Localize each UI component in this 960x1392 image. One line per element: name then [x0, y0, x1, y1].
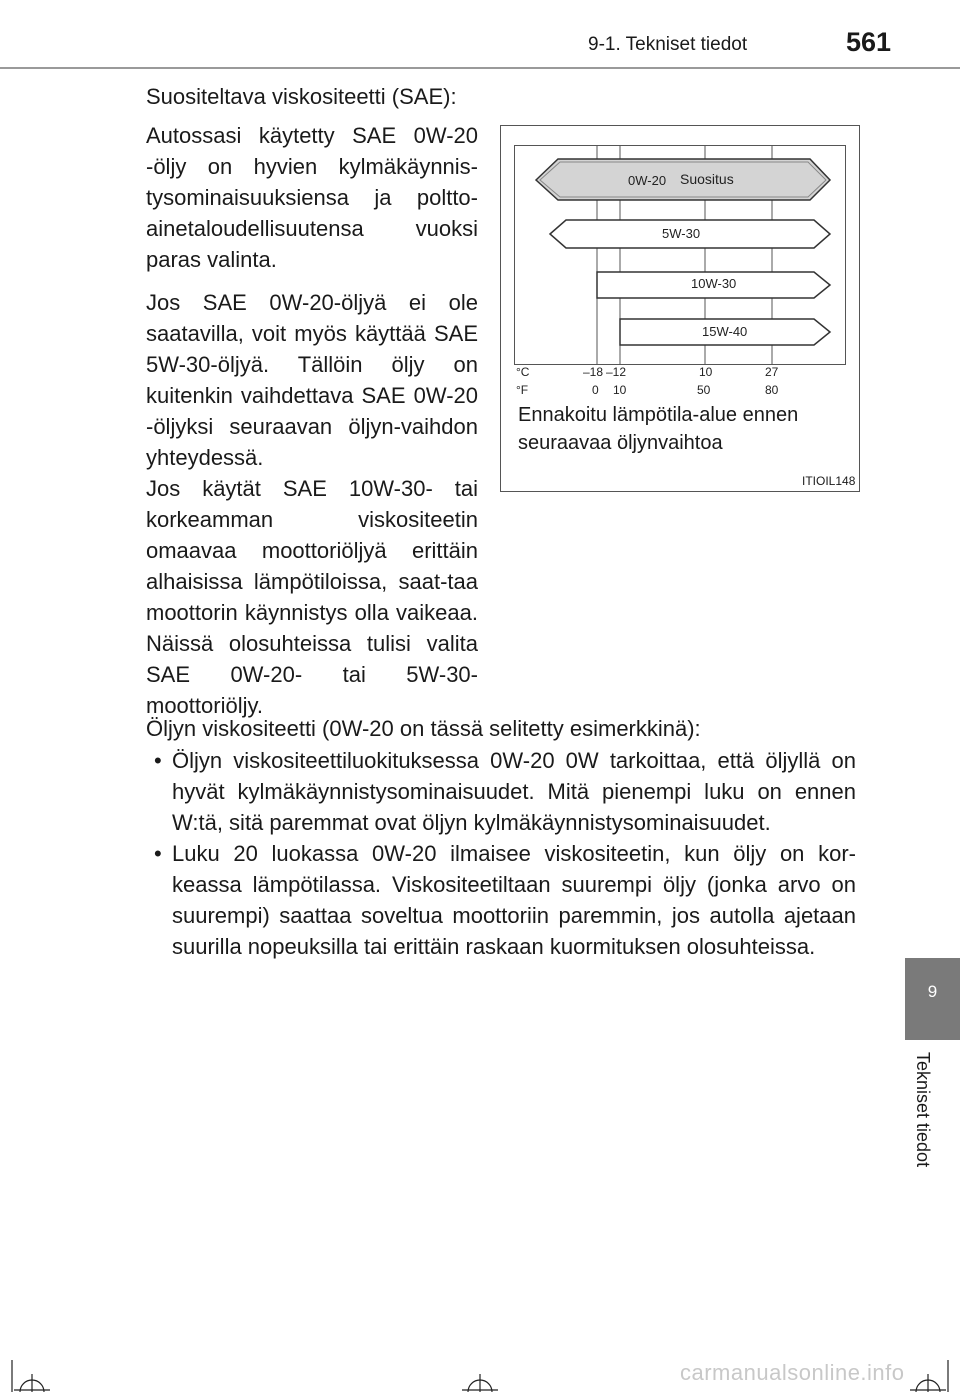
figure-code: ITIOIL148	[802, 474, 856, 488]
list-item: • Luku 20 luokassa 0W-20 ilmaisee viskositeetin, kun öljy on kor-keassa lämpötilassa. Viskositeetiltaan suurempi öljy (jonka arvo on suurempi) saattaa soveltua moottoriin paremmin, jos autolla ajetaan suurilla nopeuksilla tai erittäin raskaan kuormituksen olosuhteissa.	[146, 838, 856, 962]
paragraph-alternative: Jos SAE 0W-20-öljyä ei ole saatavilla, voit myös käyttää SAE 5W-30-öljyä. Tällöin öljy on kuitenkin vaihdettava SAE 0W-20 -öljyksi seuraavan öljyn-vaihdon yhteydessä.	[146, 290, 478, 470]
fahrenheit-tick-50: 50	[697, 383, 711, 397]
oil-label-5w30: 5W-30	[662, 226, 701, 241]
fahrenheit-tick-10: 10	[613, 383, 627, 397]
celsius-tick-minus12: –12	[606, 365, 627, 379]
viscosity-bullet-list	[146, 745, 856, 962]
celsius-tick-10: 10	[699, 365, 713, 379]
oil-label-15w40: 15W-40	[702, 324, 748, 339]
watermark: carmanualsonline.info	[680, 1360, 905, 1385]
fahrenheit-tick-0: 0	[592, 383, 599, 397]
oil-note-suositus: Suositus	[680, 171, 734, 187]
viscosity-heading: Suositeltava viskositeetti (SAE):	[146, 84, 457, 109]
chapter-tab	[905, 958, 960, 1040]
header-divider	[0, 67, 960, 69]
page-number: 561	[846, 27, 892, 57]
oil-label-0w20: 0W-20	[628, 173, 667, 188]
paragraph-cold-start: Jos käytät SAE 10W-30- tai korkeamman viskositeetin omaavaa moottoriöljyä erittäin alhaisissa lämpötiloissa, saat-taa moottorin käynnistys olla vaikeaa. Näissä olosuhteissa tulisi valita SAE 0W-20- tai 5W-30-moottoriöljy.	[146, 476, 478, 718]
figure-caption: Ennakoitu lämpötila-alue ennen seuraavaa öljynvaihtoa	[518, 404, 799, 454]
section-title: 9-1. Tekniset tiedot	[588, 34, 748, 55]
paragraph-column	[146, 120, 478, 733]
oil-label-10w30: 10W-30	[691, 276, 737, 291]
chapter-number: 9	[927, 982, 938, 1001]
chapter-label: Tekniset tiedot	[913, 1052, 933, 1168]
fahrenheit-unit: °F	[516, 383, 529, 397]
list-item: • Öljyn viskositeettiluokituksessa 0W-20 0W tarkoittaa, että öljyllä on hyvät kylmäkäynnistysominaisuudet. Mitä pienempi luku on ennen W:tä, sitä paremmat ovat öljyn kylmäkäynnistysominaisuudet.	[146, 745, 856, 838]
viscosity-example-heading: Öljyn viskositeetti (0W-20 on tässä selitetty esimerkkinä):	[146, 716, 701, 741]
paragraph-recommendation: Autossasi käytetty SAE 0W-20 -öljy on hyvien kylmäkäynnis-tysominaisuuksiensa ja poltto-ainetaloudellisuutensa vuoksi paras valinta.	[146, 123, 478, 272]
celsius-tick-minus18: –18	[583, 365, 604, 379]
fahrenheit-tick-80: 80	[765, 383, 779, 397]
celsius-unit: °C	[516, 365, 530, 379]
celsius-tick-27: 27	[765, 365, 779, 379]
